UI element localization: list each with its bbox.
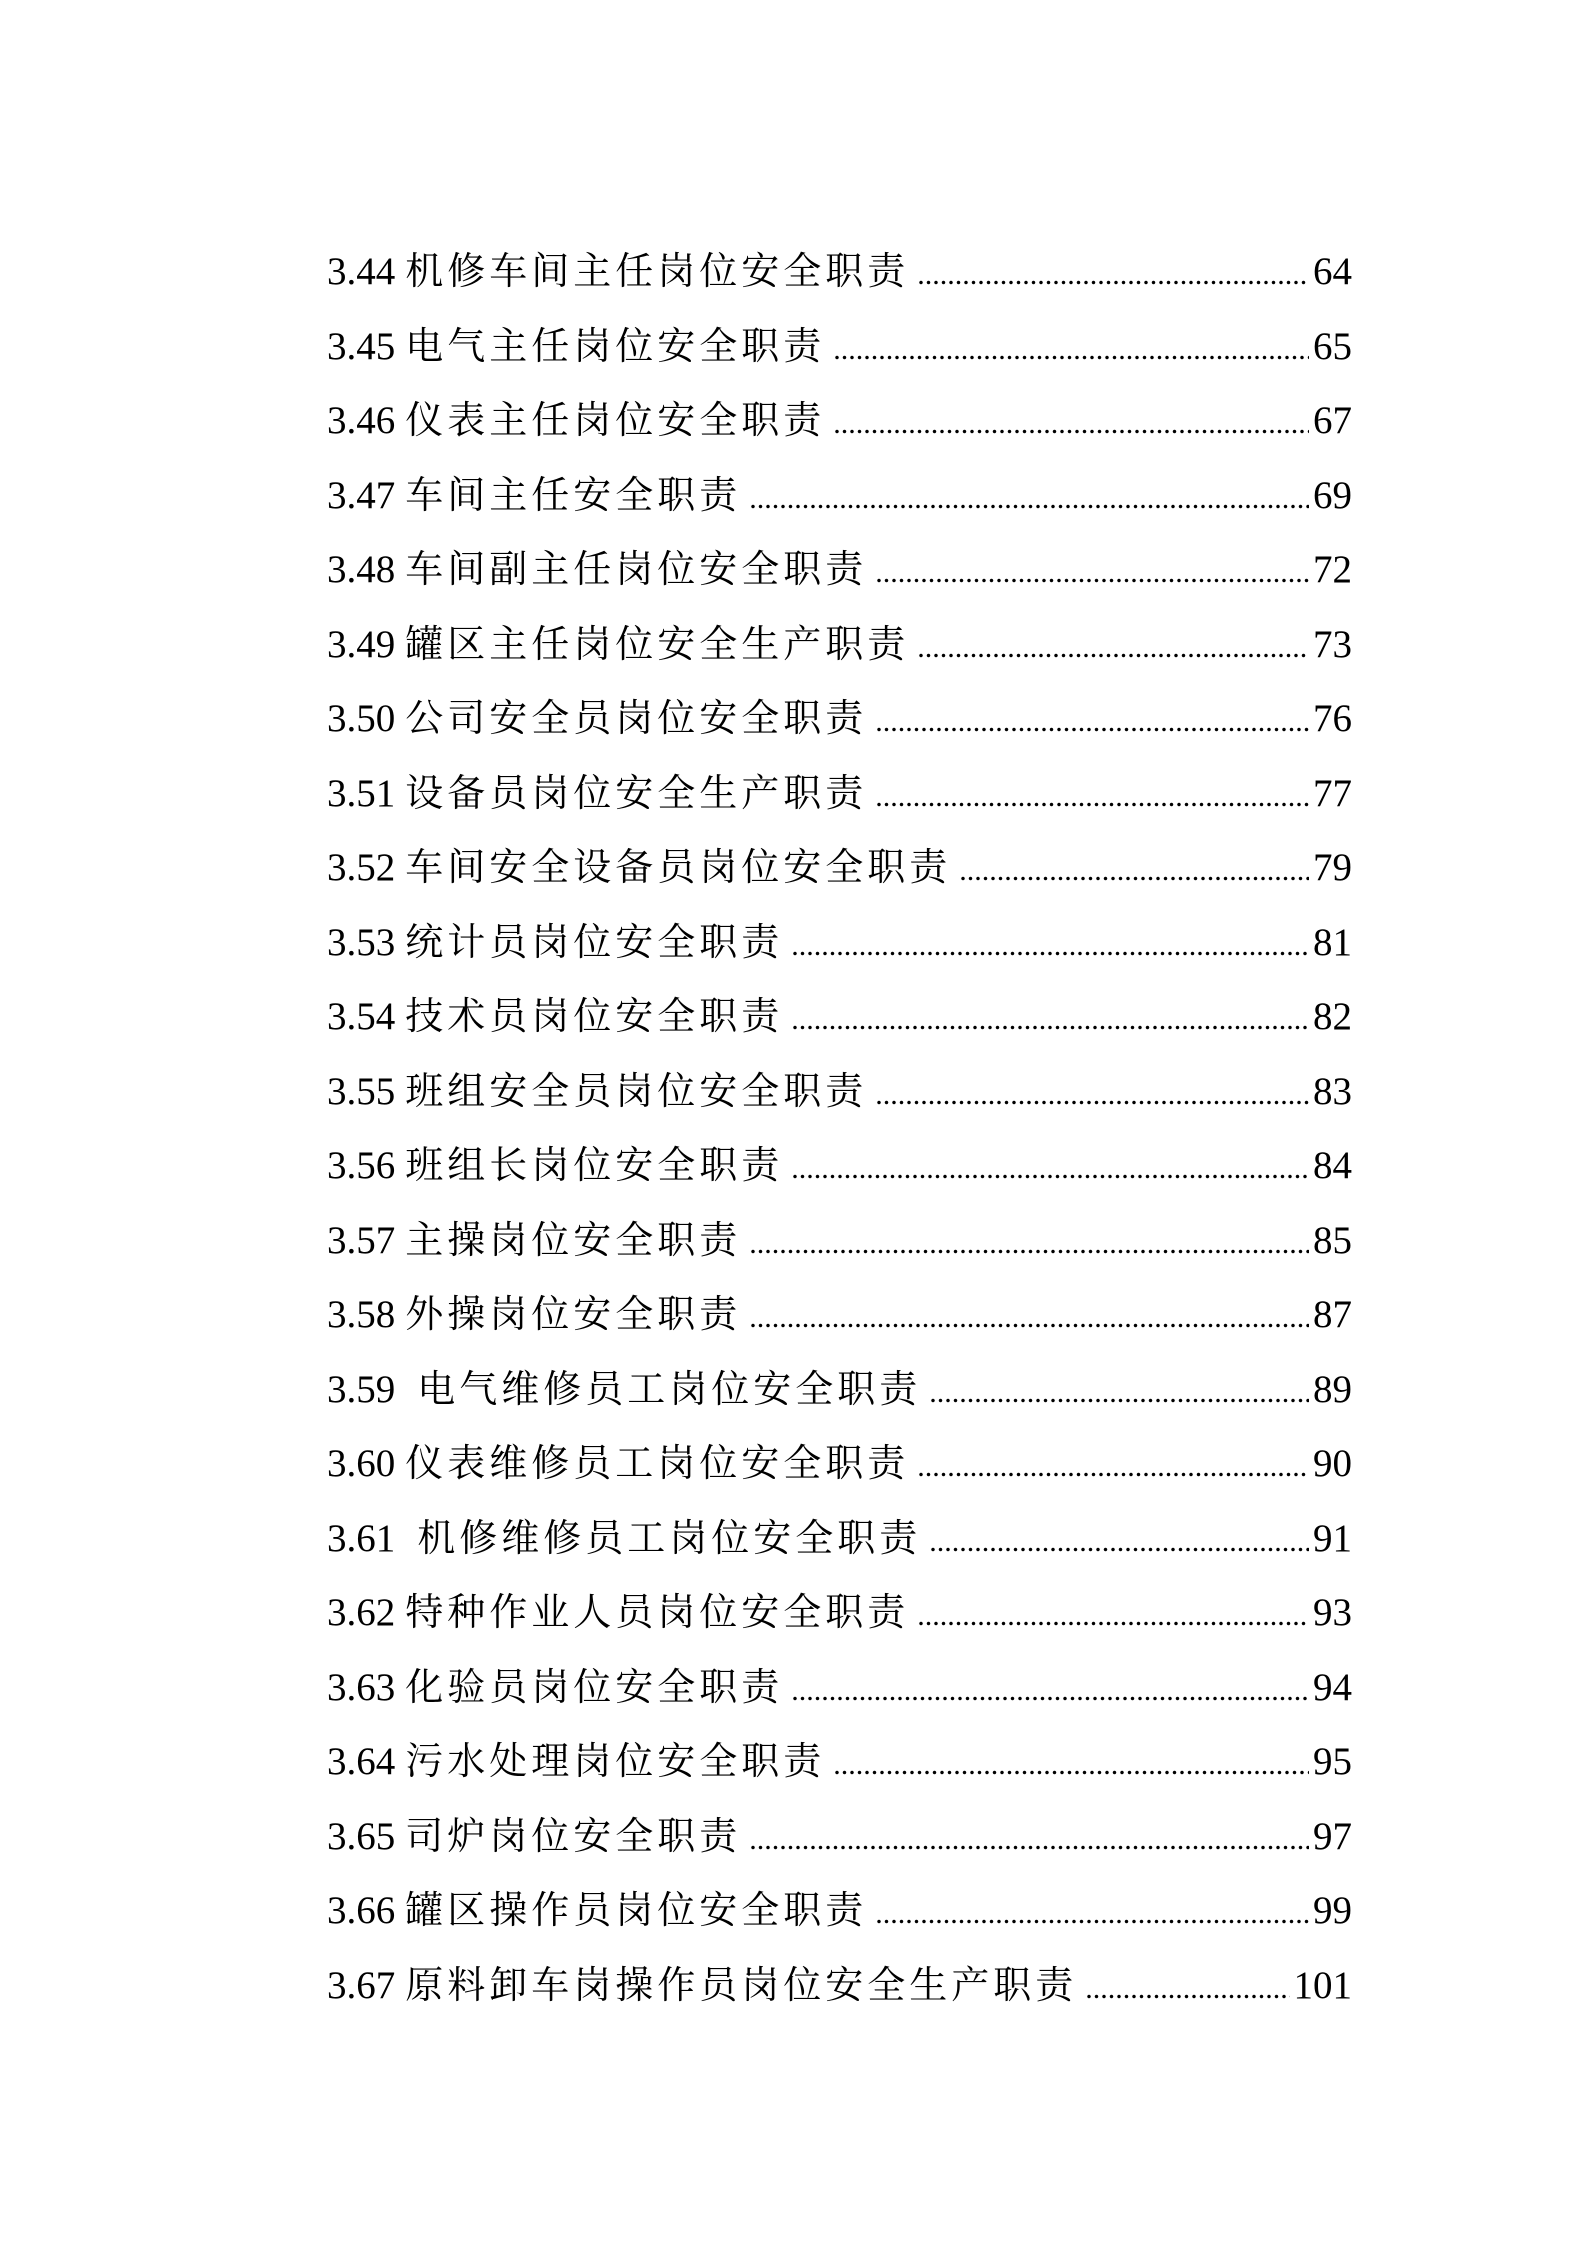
entry-title: 机修维修员工岗位安全职责 (417, 1515, 922, 1560)
entry-number: 3.58 (327, 1293, 396, 1336)
entry-number: 3.60 (327, 1442, 396, 1485)
toc-entry[interactable] (327, 1948, 1352, 2023)
entry-title: 车间副主任岗位安全职责 (405, 547, 868, 591)
entry-page-number: 83 (1313, 1069, 1352, 1113)
dot-leader (875, 685, 1309, 760)
entry-page-number: 91 (1313, 1516, 1352, 1560)
entry-title: 化验员岗位安全职责 (405, 1664, 784, 1709)
entry-number: 3.64 (327, 1740, 396, 1783)
toc-entry[interactable] (327, 1575, 1352, 1650)
entry-page-number: 72 (1313, 548, 1352, 591)
toc-entry[interactable] (327, 1873, 1352, 1948)
toc-entry[interactable] (327, 383, 1352, 458)
entry-title: 罐区操作员岗位安全职责 (405, 1888, 868, 1932)
entry-number: 3.47 (327, 473, 396, 517)
dot-leader (833, 1728, 1309, 1803)
entry-title: 技术员岗位安全职责 (405, 994, 784, 1038)
entry-page-number: 99 (1313, 1889, 1352, 1932)
entry-number: 3.52 (327, 846, 396, 889)
dot-leader (749, 1281, 1309, 1356)
toc-entry[interactable] (327, 234, 1352, 309)
entry-page-number: 77 (1313, 771, 1352, 815)
entry-number: 3.57 (327, 1218, 396, 1262)
dot-leader (929, 1356, 1309, 1431)
entry-page-number: 85 (1313, 1218, 1352, 1262)
dot-leader (875, 1877, 1309, 1952)
entry-number: 3.62 (327, 1591, 396, 1634)
dot-leader (791, 1654, 1309, 1729)
entry-page-number: 64 (1313, 250, 1352, 293)
entry-page-number: 97 (1313, 1814, 1352, 1858)
entry-page-number: 67 (1313, 399, 1352, 442)
dot-leader (791, 983, 1309, 1058)
dot-leader (959, 834, 1309, 909)
dot-leader (929, 1505, 1309, 1580)
entry-title: 机修车间主任岗位安全职责 (405, 249, 910, 293)
entry-number: 3.45 (327, 324, 396, 368)
toc-entry[interactable] (327, 1501, 1352, 1576)
toc-entry[interactable] (327, 830, 1352, 905)
entry-number: 3.48 (327, 548, 396, 591)
dot-leader (1085, 1952, 1289, 2027)
entry-title: 司炉岗位安全职责 (405, 1813, 742, 1858)
entry-number: 3.44 (327, 250, 396, 293)
entry-page-number: 82 (1313, 995, 1352, 1038)
entry-title: 设备员岗位安全生产职责 (405, 770, 868, 815)
entry-number: 3.50 (327, 697, 396, 740)
toc-entry[interactable] (327, 1352, 1352, 1427)
dot-leader (875, 760, 1309, 835)
entry-page-number: 81 (1313, 920, 1352, 964)
dot-leader (749, 1207, 1309, 1282)
entry-title: 公司安全员岗位安全职责 (405, 696, 868, 740)
entry-number: 3.51 (327, 771, 396, 815)
toc-entry[interactable] (327, 1724, 1352, 1799)
entry-title: 罐区主任岗位安全生产职责 (405, 621, 910, 666)
toc-entry[interactable] (327, 1128, 1352, 1203)
entry-page-number: 89 (1313, 1367, 1352, 1411)
entry-number: 3.49 (327, 622, 396, 666)
entry-number: 3.65 (327, 1814, 396, 1858)
entry-title: 班组长岗位安全职责 (405, 1143, 784, 1187)
dot-leader (917, 1430, 1309, 1505)
entry-page-number: 101 (1293, 1963, 1352, 2007)
entry-page-number: 93 (1313, 1591, 1352, 1634)
toc-entry[interactable] (327, 1054, 1352, 1129)
entry-page-number: 84 (1313, 1144, 1352, 1187)
entry-number: 3.59 (327, 1367, 396, 1411)
entry-number: 3.54 (327, 995, 396, 1038)
toc-entry[interactable] (327, 1426, 1352, 1501)
dot-leader (917, 1579, 1309, 1654)
toc-entry[interactable] (327, 979, 1352, 1054)
entry-title: 原料卸车岗操作员岗位安全生产职责 (405, 1962, 1078, 2007)
dot-leader (833, 387, 1309, 462)
entry-title: 车间安全设备员岗位安全职责 (405, 845, 952, 889)
toc-entry[interactable] (327, 607, 1352, 682)
toc-entry[interactable] (327, 532, 1352, 607)
entry-page-number: 79 (1313, 846, 1352, 889)
entry-page-number: 94 (1313, 1665, 1352, 1709)
dot-leader (791, 1132, 1309, 1207)
entry-number: 3.61 (327, 1516, 396, 1560)
dot-leader (875, 1058, 1309, 1133)
entry-title: 仪表维修员工岗位安全职责 (405, 1441, 910, 1485)
toc-entry[interactable] (327, 1799, 1352, 1874)
entry-title: 污水处理岗位安全职责 (405, 1739, 826, 1783)
entry-page-number: 73 (1313, 622, 1352, 666)
toc-entry[interactable] (327, 1277, 1352, 1352)
entry-title: 电气主任岗位安全职责 (405, 323, 826, 368)
entry-number: 3.56 (327, 1144, 396, 1187)
table-of-contents (327, 234, 1352, 2022)
toc-entry[interactable] (327, 458, 1352, 533)
dot-leader (791, 909, 1309, 984)
dot-leader (833, 313, 1309, 388)
dot-leader (749, 1803, 1309, 1878)
entry-title: 主操岗位安全职责 (405, 1217, 742, 1262)
toc-entry[interactable] (327, 681, 1352, 756)
entry-number: 3.66 (327, 1889, 396, 1932)
entry-title: 仪表主任岗位安全职责 (405, 398, 826, 442)
toc-entry[interactable] (327, 1650, 1352, 1725)
entry-page-number: 69 (1313, 473, 1352, 517)
toc-entry[interactable] (327, 756, 1352, 831)
entry-page-number: 65 (1313, 324, 1352, 368)
dot-leader (917, 611, 1309, 686)
toc-entry[interactable] (327, 1203, 1352, 1278)
entry-title: 班组安全员岗位安全职责 (405, 1068, 868, 1113)
entry-page-number: 90 (1313, 1442, 1352, 1485)
entry-number: 3.46 (327, 399, 396, 442)
dot-leader (749, 462, 1309, 537)
entry-page-number: 87 (1313, 1293, 1352, 1336)
entry-title: 统计员岗位安全职责 (405, 919, 784, 964)
entry-page-number: 95 (1313, 1740, 1352, 1783)
toc-entry[interactable] (327, 309, 1352, 384)
entry-number: 3.55 (327, 1069, 396, 1113)
entry-number: 3.63 (327, 1665, 396, 1709)
entry-title: 外操岗位安全职责 (405, 1292, 742, 1336)
dot-leader (875, 536, 1309, 611)
entry-title: 特种作业人员岗位安全职责 (405, 1590, 910, 1634)
toc-entry[interactable] (327, 905, 1352, 980)
entry-page-number: 76 (1313, 697, 1352, 740)
entry-number: 3.53 (327, 920, 396, 964)
entry-title: 电气维修员工岗位安全职责 (417, 1366, 922, 1411)
entry-title: 车间主任安全职责 (405, 472, 742, 517)
entry-number: 3.67 (327, 1963, 396, 2007)
dot-leader (917, 238, 1309, 313)
